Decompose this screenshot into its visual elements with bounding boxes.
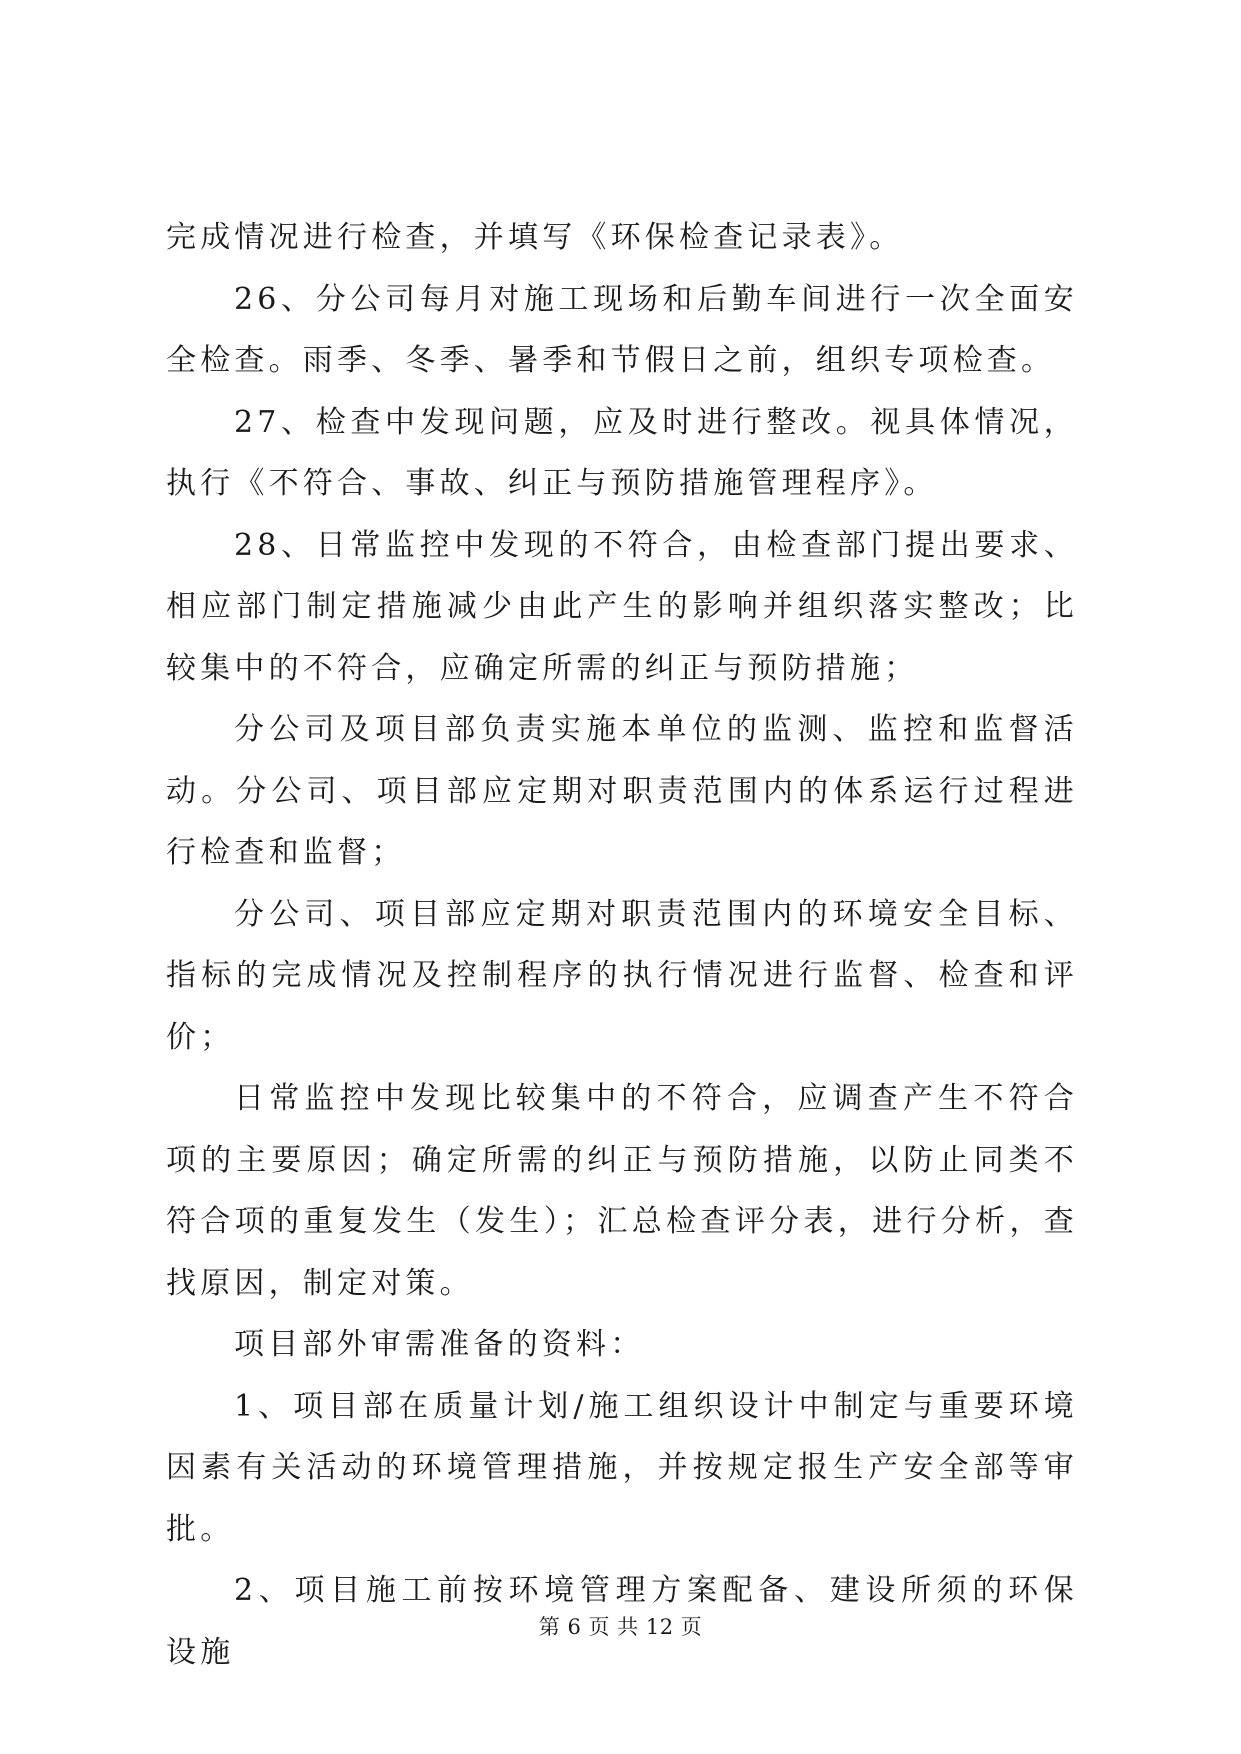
page-footer	[0, 1611, 1241, 1641]
document-body	[166, 207, 1078, 1683]
paragraph: 分公司、项目部应定期对职责范围内的环境安全目标、指标的完成情况及控制程序的执行情况进行监督、检查和评价；	[166, 896, 1078, 1055]
paragraph: 2、项目施工前按环境管理方案配备、建设所须的环保设施	[166, 1573, 1078, 1670]
paragraph: 27、检查中发现问题，应及时进行整改。视具体情况，执行《不符合、事故、纠正与预防措施管理程序》。	[166, 404, 1078, 501]
page-number-label: 第 6 页 共 12 页	[538, 1615, 703, 1639]
paragraph: 1、项目部在质量计划/施工组织设计中制定与重要环境因素有关活动的环境管理措施，并按规定报生产安全部等审批。	[166, 1388, 1078, 1547]
paragraph: 26、分公司每月对施工现场和后勤车间进行一次全面安全检查。雨季、冬季、暑季和节假日之前，组织专项检查。	[166, 281, 1078, 378]
paragraph: 28、日常监控中发现的不符合，由检查部门提出要求、相应部门制定措施减少由此产生的影响并组织落实整改；比较集中的不符合，应确定所需的纠正与预防措施；	[166, 527, 1078, 686]
paragraph: 完成情况进行检查，并填写《环保检查记录表》。	[166, 220, 904, 255]
paragraph: 分公司及项目部负责实施本单位的监测、监控和监督活动。分公司、项目部应定期对职责范围内的体系运行过程进行检查和监督；	[166, 712, 1078, 870]
paragraph: 日常监控中发现比较集中的不符合，应调查产生不符合项的主要原因；确定所需的纠正与预防措施，以防止同类不符合项的重复发生（发生）；汇总检查评分表，进行分析，查找原因，制定对策。	[166, 1081, 1078, 1301]
paragraph: 项目部外审需准备的资料：	[234, 1327, 645, 1362]
